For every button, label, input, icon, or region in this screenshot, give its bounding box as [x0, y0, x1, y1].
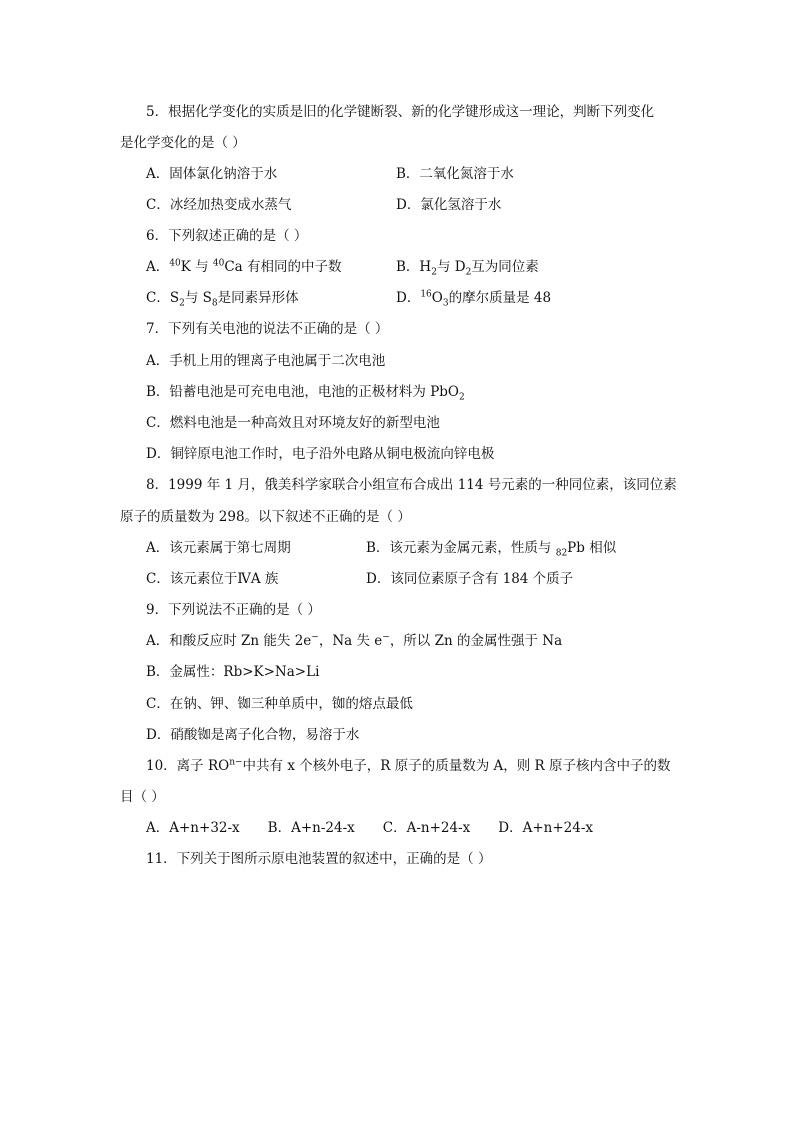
q8-option-a: A．该元素属于第七周期: [146, 540, 291, 556]
q10-stem-line2: 目（ ）: [120, 789, 165, 805]
q6-option-c: C．$S_2$与 $S_8$是同素异形体: [146, 290, 299, 309]
q5-stem-line1: 5．根据化学变化的实质是旧的化学键断裂、新的化学键形成这一理论，判断下列变化: [146, 104, 655, 120]
q5-option-a: A．固体氯化钠溶于水: [146, 166, 278, 182]
q8-option-b: B．该元素为金属元素，性质与 $_{82}$Pb 相似: [366, 540, 617, 559]
q7-option-a: A．手机上用的锂离子电池属于二次电池: [146, 353, 386, 369]
q7-option-d: D．铜锌原电池工作时，电子沿外电路从铜电极流向锌电极: [146, 446, 495, 462]
q7-option-c: C．燃料电池是一种高效且对环境友好的新型电池: [146, 415, 440, 431]
q11-stem: 11．下列关于图所示原电池装置的叙述中，正确的是（ ）: [146, 851, 492, 867]
q5-option-c: C．冰经加热变成水蒸气: [146, 197, 292, 213]
q8-stem-line2: 原子的质量数为 298。以下叙述不正确的是（ ）: [120, 509, 411, 525]
q10-options: [146, 818, 621, 838]
q8-option-d: D．该同位素原子含有 184 个质子: [366, 571, 574, 587]
q10-option-c: C．A-n+24-x: [382, 820, 471, 836]
q6-option-a: A．$^{40}$K 与 $^{40}$Ca 有相同的中子数: [146, 258, 342, 275]
q7-stem: 7．下列有关电池的说法不正确的是（ ）: [146, 321, 389, 337]
q10-option-d: D．A+n+24-x: [498, 820, 594, 836]
q10-option-b: B．A+n-24-x: [267, 820, 355, 836]
q5-option-b: B．二氧化氮溶于水: [396, 166, 514, 182]
q8-option-c: C．该元素位于ⅣA 族: [146, 571, 279, 587]
q5-stem-line2: 是化学变化的是（ ）: [120, 135, 246, 151]
q9-option-a: A．和酸反应时 Zn 能失 2e−，Na 失 e−，所以 Zn 的金属性强于 Na: [146, 632, 563, 649]
q5-option-d: D．氯化氢溶于水: [396, 197, 502, 213]
q9-option-d: D．硝酸铷是离子化合物，易溶于水: [146, 727, 360, 743]
q8-stem-line1: 8．1999 年 1 月，俄美科学家联合小组宣布合成出 114 号元素的一种同位素，该同位素: [146, 477, 677, 493]
q6-option-d: D．$^{16}O_3$的摩尔质量是 48: [396, 289, 552, 309]
q6-option-b: B．$H_2$与 $D_2$互为同位素: [396, 259, 539, 278]
q9-option-c: C．在钠、钾、铷三种单质中，铷的熔点最低: [146, 696, 413, 712]
q9-option-b: B．金属性：Rb>K>Na>Li: [146, 664, 320, 680]
q6-stem: 6．下列叙述正确的是（ ）: [146, 228, 308, 244]
q10-stem-line1: 10．离子 $RO^{n-}$中共有 x 个核外电子，R 原子的质量数为 A，则 R 原子核内含中子的数: [146, 757, 671, 774]
q7-option-b: B．铅蓄电池是可充电电池，电池的正极材料为 PbO$_2$: [146, 384, 465, 403]
q9-stem: 9．下列说法不正确的是（ ）: [146, 602, 321, 618]
q10-option-a: A．A+n+32-x: [146, 820, 240, 836]
